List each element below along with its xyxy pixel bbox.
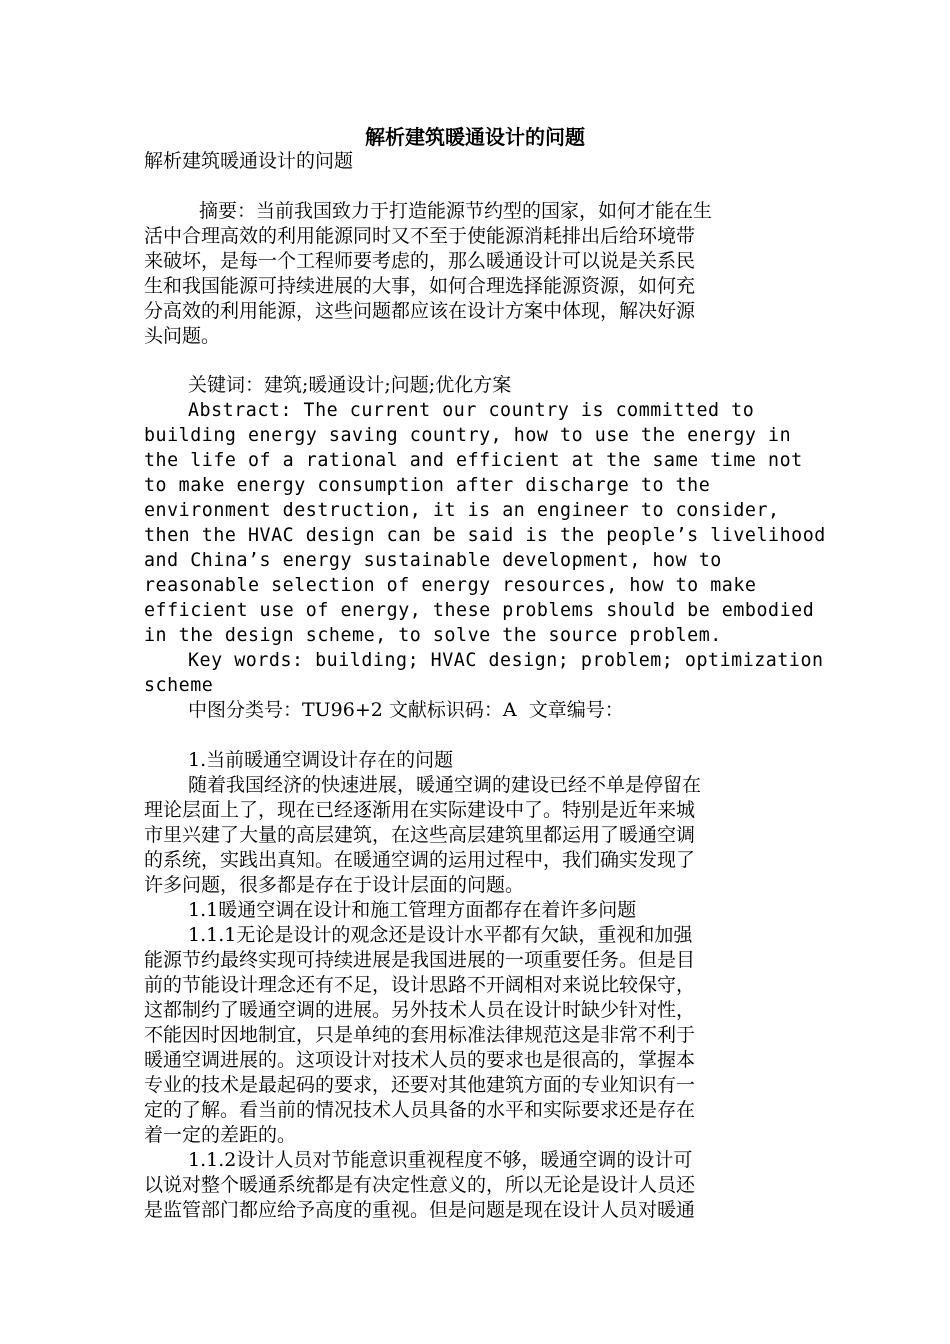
body-line: 理论层面上了，现在已经逐渐用在实际建设中了。特别是近年来城: [144, 799, 696, 821]
abstract-cn-line: 活中合理高效的利用能源同时又不至于使能源消耗排出后给环境带: [144, 225, 696, 247]
body-line: 定的了解。看当前的情况技术人员具备的水平和实际要求还是存在: [144, 1099, 696, 1121]
body-line: 以说对整个暖通系统都是有决定性意义的，所以无论是设计人员还: [144, 1174, 696, 1196]
abstract-cn-line: 摘要：当前我国致力于打造能源节约型的国家，如何才能在生: [199, 200, 713, 222]
abstract-cn-line: 生和我国能源可持续进展的大事，如何合理选择能源资源，如何充: [144, 275, 696, 297]
body-line: 着一定的差距的。: [144, 1124, 297, 1146]
abstract-en-line: environment destruction, it is an engineer to consider,: [144, 500, 780, 521]
body-line: 随着我国经济的快速进展，暖通空调的建设已经不单是停留在: [188, 774, 702, 796]
body-line: 前的节能设计理念还有不足，设计思路不开阔相对来说比较保守，: [144, 974, 696, 996]
body-line: 专业的技术是最起码的要求，还要对其他建筑方面的专业知识有一: [144, 1074, 696, 1096]
subsection-heading: 1.1暖通空调在设计和施工管理方面都存在着许多问题: [188, 899, 637, 921]
abstract-en-line: then the HVAC design can be said is the people’s livelihood: [144, 525, 826, 546]
abstract-en-line: building energy saving country, how to use the energy in: [144, 425, 792, 446]
abstract-cn-line: 头问题。: [144, 325, 221, 347]
classification-line: 中图分类号：TU96+2 文献标识码：A 文章编号：: [188, 699, 624, 721]
body-line: 许多问题，很多都是存在于设计层面的问题。: [144, 874, 525, 896]
section-heading: 1.当前暖通空调设计存在的问题: [188, 749, 454, 771]
abstract-en-line: to make energy consumption after discharge to the: [144, 475, 711, 496]
body-line: 能源节约最终实现可持续进展是我国进展的一项重要任务。但是目: [144, 949, 696, 971]
body-line: 的系统，实践出真知。在暖通空调的运用过程中，我们确实发现了: [144, 849, 696, 871]
abstract-en-line: the life of a rational and efficient at the same time not: [144, 450, 803, 471]
body-line: 1.1.2设计人员对节能意识重视程度不够，暖通空调的设计可: [188, 1149, 693, 1171]
body-line: 市里兴建了大量的高层建筑，在这些高层建筑里都运用了暖通空调: [144, 824, 696, 846]
subtitle-line: 解析建筑暖通设计的问题: [144, 150, 354, 172]
abstract-en-line: Abstract: The current our country is committed to: [188, 400, 755, 421]
body-line: 是监管部门都应给予高度的重视。但是问题是现在设计人员对暖通: [144, 1199, 696, 1221]
abstract-en-line: efficient use of energy, these problems should be embodied: [144, 600, 815, 621]
body-line: 这都制约了暖通空调的进展。另外技术人员在设计时缺少针对性，: [144, 999, 696, 1021]
abstract-en-line: reasonable selection of energy resources, how to make: [144, 575, 757, 596]
keywords-cn-line: 关键词：建筑;暖通设计;问题;优化方案: [188, 374, 512, 396]
keywords-en-line: scheme: [144, 675, 214, 696]
abstract-cn-line: 来破坏，是每一个工程师要考虑的，那么暖通设计可以说是关系民: [144, 250, 696, 272]
body-line: 不能因时因地制宜，只是单纯的套用标准法律规范这是非常不利于: [144, 1024, 696, 1046]
abstract-en-line: in the design scheme, to solve the source problem.: [144, 625, 722, 646]
keywords-en-line: Key words: building; HVAC design; problem; optimization: [188, 650, 824, 671]
document-title: 解析建筑暖通设计的问题: [365, 125, 585, 149]
body-line: 暖通空调进展的。这项设计对技术人员的要求也是很高的，掌握本: [144, 1049, 696, 1071]
abstract-cn-line: 分高效的利用能源，这些问题都应该在设计方案中体现，解决好源: [144, 300, 696, 322]
body-line: 1.1.1无论是设计的观念还是设计水平都有欠缺，重视和加强: [188, 924, 693, 946]
abstract-en-line: and China’s energy sustainable development, how to: [144, 550, 722, 571]
